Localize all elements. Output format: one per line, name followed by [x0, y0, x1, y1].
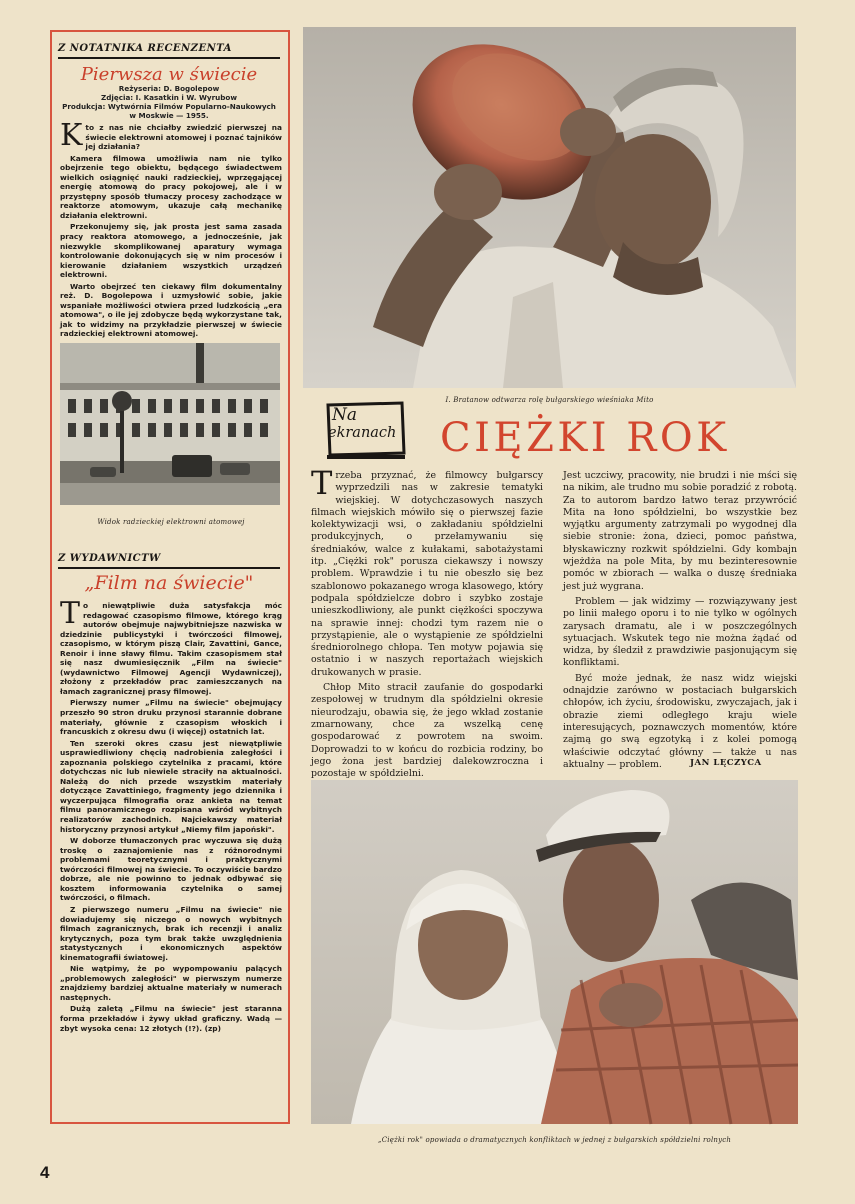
article-column-1 [311, 464, 543, 780]
couple-photo [311, 780, 798, 1124]
paragraph: to z nas nie chciałby zwiedzić pierwszej na świecie elektrowni atomowej i poznać tajników jej działania? [85, 123, 282, 152]
paragraph: Przekonujemy się, jak prosta jest sama zasada pracy reaktora atomowego, a jednocześnie, jak niezwykle skomplikowanej aparatury wymaga kontrolowanie dokonujących się w nim procesów i kierowanie działaniem wszystkich urządzeń elektrowni. [60, 222, 282, 280]
review2-title: „Film na świecie" [84, 572, 254, 594]
paragraph: Ten szeroki okres czasu jest niewątpliwie usprawiedliwiony chęcią nadrobienia zaległości i zapoznania polskiego czytelnika z pracami, które dotychczas nic lub niewiele straciły na aktualności. Należą do nich przede wszystkim materiały dotyczące Zavattiniego, fragmenty jego dziennika i wyczerpująca filmografia oraz ankieta na temat filmu panoramicznego rozpisana wśród wybitnych realizatorów zachodnich. Najciekawszy materiał historyczny przynosi artykuł „Niemy film japoński". [60, 738, 282, 834]
paragraph: Kamera filmowa umożliwia nam nie tylko obejrzenie tego obiektu, będącego świadectwem wielkich osiągnięć nauki radzieckiej, wprzęgającej energię atomową do pracy pokojowej, ale i w przystępny sposób tłumaczy procesy zachodzące w reaktorze atomowym, ukazuje całą mechanikę działania elektrowni. [60, 153, 282, 220]
article-author: JAN LĘCZYCA [690, 758, 762, 768]
badge-line2: ekranach [328, 425, 397, 441]
page-number: 4 [40, 1163, 50, 1182]
section-divider [58, 57, 280, 59]
paragraph: Być może jednak, że nasz widz wiejski odnajdzie zarówno w postaciach bułgarskich chłopów, ich życiu, środowisku, zwyczajach, jak i obrazie ziemi odległego kraju wiele interesujących, poznawczych momentów, które zajmą go swą egzotyką i z kolei pomogą właściwie odczytać główny — także u nas aktualny — problem. [563, 672, 797, 770]
notebook-section-label: Z NOTATNIKA RECENZENTA [58, 43, 232, 54]
article-title: CIĘŻKI ROK [440, 415, 730, 461]
review1-credits: Reżyseria: D. Bogolepow Zdjęcia: I. Kasatkin i W. Wyrubow Produkcja: Wytwórnia Filmów Popularno-Naukowych w Moskwie — 1955. [62, 84, 276, 120]
bottom-photo-caption: „Ciężki rok" opowiada o dramatycznych konfliktach w jednej z bułgarskich spółdzielni rolnych [377, 1136, 732, 1144]
section-divider [58, 567, 280, 569]
paragraph: rzeba przyznać, że filmowcy bułgarscy wyprzedzili nas w zakresie tematyki wiejskiej. W dotychczasowych naszych filmach wiejskich mówiło się o pierwszej fazie kolektywizacji wsi, o zakładaniu spółdzielni produkcyjnych, o przełamywaniu się średniaków, walce z kułakami, sabotażystami itp. „Ciężki rok" porusza ciekawszy i nowszy problem. Wprawdzie i tu nie obeszło się bez szablonowo pokazanego wroga klasowego, który podpala spółdzielcze dobro i szybko zostaje unieszkodliwiony, ale punkt ciężkości spoczywa na sprawie innej: chodzi tym razem nie o przystąpienie, ale o wystąpienie ze spółdzielni średniorolnego chłopa. Ten motyw pojawia się ostatnio i w naszych reportażach wiejskich drukowanych w prasie. [311, 470, 543, 678]
paragraph: Jest uczciwy, pracowity, nie brudzi i nie mści się na nikim, ale trudno mu sobie poradzić z robotą. Za to autorom bardzo łatwo teraz przywrócić Mita na łono spółdzielni, bo wszystkie bez wyjątku argumenty zatrzymali po wygodnej dla siebie stronie: żona, dzieci, pomoc państwa, błyskawiczny rozkwit spółdzielni. Gdy kombajn wjeżdża na pole Mita, by mu bezinteresownie pomóc w zbiorach — walka o duszę średniaka jest już wygrana. [563, 470, 797, 592]
dropcap: T [311, 464, 333, 502]
paragraph: Nie wątpimy, że po wypompowaniu palących „problemowych zaległości" w pierwszym numerze znajdziemy bardziej aktualne materiały w numerach następnych. [60, 964, 282, 1002]
paragraph: Problem — jak widzimy — rozwiązywany jest po linii małego oporu i to nie tylko w ogólnych zarysach dramatu, ale i w poszczególnych sytuacjach. Wskutek tego nie można żądać od widza, by śledził z prawdziwie pasjonującym się konfliktami. [563, 595, 797, 669]
review1-body [60, 118, 282, 339]
top-photo-caption: I. Bratanow odtwarza rolę bułgarskiego wieśniaka Mito [445, 396, 654, 404]
paragraph: o niewątpliwie duża satysfakcja móc redagować czasopismo filmowe, którego krąg autorów obejmuje najwybitniejsze nazwiska w dziedzinie publicystyki i twórczości filmowej, czasopismo, w którym piszą Clair, Zavattini, Gance, Renoir i inne sławy filmu. Takim czasopismem stał się nasz dwumiesięcznik „Film na świecie" (wydawnictwo Filmowej Agencji Wydawniczej), złożony z przekładów prac zamieszczanych na łamach zagranicznej prasy filmowej. [60, 601, 282, 696]
na-ekranach-badge [322, 397, 408, 461]
paragraph: Warto obejrzeć ten ciekawy film dokumentalny reż. D. Bogolepowa i uzmysłowić sobie, jakie wspaniałe możliwości otwiera przed ludzkością „era atomowa", o ile jej zdobycze będą wykorzystane tak, jak to widzimy na przykładzie pierwszej w świecie radzieckiej elektrowni atomowej. [60, 281, 282, 339]
publishing-section-label: Z WYDAWNICTW [58, 553, 161, 564]
review1-title: Pierwsza w świecie [80, 64, 258, 85]
review2-body [60, 596, 282, 1114]
paragraph: Chłop Mito stracił zaufanie do gospodarki zespołowej w trudnym dla spółdzielni okresie nieurodzaju, obawia się, że jego wkład zostanie zmarnowany, chce za wszelką cenę gospodarować z powrotem na swoim. Doprowadzi to w końcu do rozbicia rodziny, bo jego żona jest bardziej dalekowzroczna i pozostaje w spółdzielni. [311, 682, 543, 780]
badge-line1: Na [332, 405, 358, 425]
peasant-drinking-photo [303, 27, 796, 388]
paragraph: Dużą zaletą „Filmu na świecie" jest staranna forma przekładów i żywy układ graficzny. Wadą — zbyt wysoka cena: 12 złotych (!?). (zp) [60, 1004, 282, 1033]
dropcap: K [60, 118, 83, 153]
paragraph: W doborze tłumaczonych prac wyczuwa się dużą troskę o zaznajomienie nas z różnorodnymi problemami teoretycznymi i praktycznymi twórczości filmowej na świecie. To oczywiście bardzo dobrze, ale nie powinno to jednak odbywać się kosztem informowania czytelnika o samej twórczości, o filmach. [60, 836, 282, 903]
paragraph: Z pierwszego numeru „Filmu na świecie" nie dowiadujemy się niczego o nowych wybitnych filmach zagranicznych, brak ich recenzji i analiz krytycznych, poza tym brak także uwzględnienia statystycznych i ekonomicznych aspektów kinematografii światowej. [60, 904, 282, 962]
dropcap: T [60, 596, 81, 631]
paragraph: Pierwszy numer „Filmu na świecie" obejmujący przeszło 90 stron druku przynosi starannie dobrane materiały, głównie z czasopism włoskich i francuskich z okresu dwu (i więcej) ostatnich lat. [60, 698, 282, 737]
power-plant-photo [60, 343, 280, 505]
power-plant-caption: Widok radzieckiej elektrowni atomowej [97, 518, 245, 526]
